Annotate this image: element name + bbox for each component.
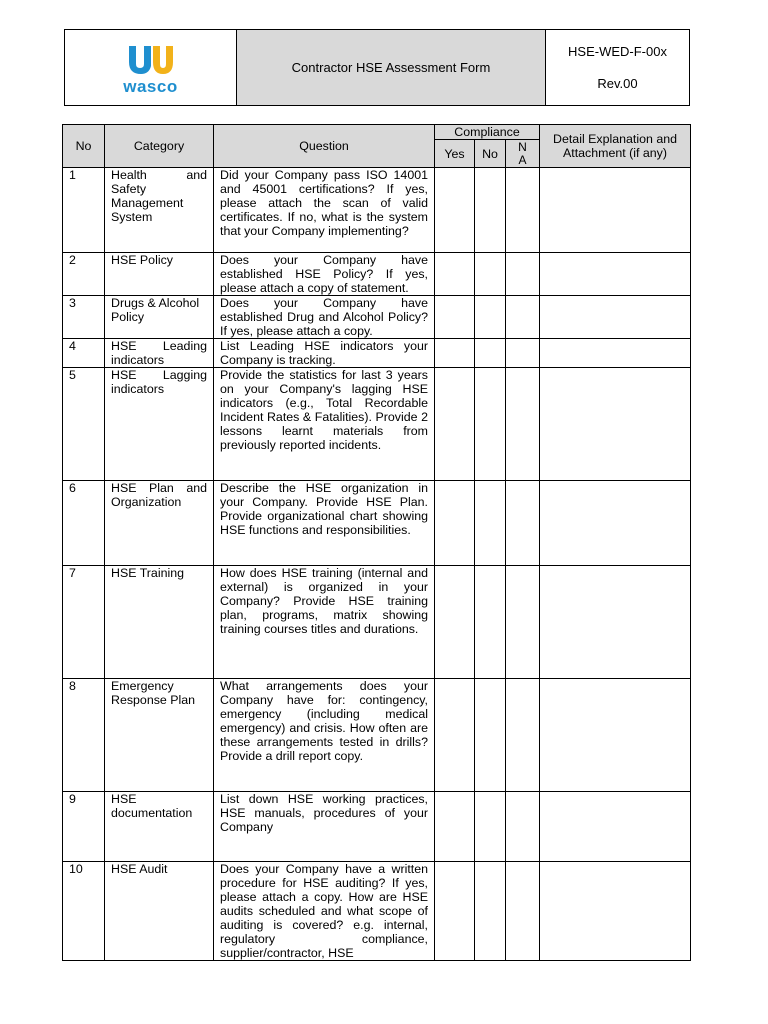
na-cell[interactable] xyxy=(506,679,540,792)
no-cell[interactable] xyxy=(475,792,506,862)
revision: Rev.00 xyxy=(597,76,638,91)
table-row xyxy=(63,339,691,368)
row-no: 3 xyxy=(63,296,105,339)
no-cell[interactable] xyxy=(475,679,506,792)
row-category: Health and Safety Management System xyxy=(105,168,214,253)
row-category: HSE Leading indicators xyxy=(105,339,214,368)
na-cell[interactable] xyxy=(506,481,540,566)
table-row xyxy=(63,566,691,679)
no-cell[interactable] xyxy=(475,368,506,481)
na-cell[interactable] xyxy=(506,168,540,253)
row-category: HSE Policy xyxy=(105,253,214,296)
detail-cell[interactable] xyxy=(540,339,691,368)
row-no: 1 xyxy=(63,168,105,253)
header-compliance: Compliance xyxy=(435,125,540,140)
header-detail: Detail Explanation and Attachment (if any) xyxy=(540,125,691,168)
form-header xyxy=(64,29,690,106)
no-cell[interactable] xyxy=(475,862,506,961)
wasco-logo-icon xyxy=(125,44,177,76)
detail-cell[interactable] xyxy=(540,168,691,253)
detail-cell[interactable] xyxy=(540,253,691,296)
no-cell[interactable] xyxy=(475,168,506,253)
yes-cell[interactable] xyxy=(435,168,475,253)
detail-cell[interactable] xyxy=(540,296,691,339)
na-cell[interactable] xyxy=(506,253,540,296)
row-question: List Leading HSE indicators your Company is tracking. xyxy=(214,339,435,368)
detail-cell[interactable] xyxy=(540,566,691,679)
table-row xyxy=(63,253,691,296)
header-category: Category xyxy=(105,125,214,168)
form-title: Contractor HSE Assessment Form xyxy=(237,30,546,105)
table-row xyxy=(63,368,691,481)
row-no: 2 xyxy=(63,253,105,296)
row-question: List down HSE working practices, HSE manuals, procedures of your Company xyxy=(214,792,435,862)
table-row xyxy=(63,792,691,862)
row-category: Drugs & Alcohol Policy xyxy=(105,296,214,339)
yes-cell[interactable] xyxy=(435,253,475,296)
no-cell[interactable] xyxy=(475,481,506,566)
na-cell[interactable] xyxy=(506,862,540,961)
logo-cell xyxy=(65,30,237,105)
row-question: How does HSE training (internal and external) is organized in your Company? Provide HSE training plan, programs, matrix showing training courses titles and durations. xyxy=(214,566,435,679)
na-cell[interactable] xyxy=(506,296,540,339)
doc-code-cell xyxy=(546,30,689,105)
table-row xyxy=(63,168,691,253)
yes-cell[interactable] xyxy=(435,481,475,566)
row-question: Does your Company have a written procedure for HSE auditing? If yes, please attach a copy. How are HSE audits scheduled and what scope of auditing is covered? e.g. internal, regulatory compliance, supplier/contractor, HSE xyxy=(214,862,435,961)
row-no: 6 xyxy=(63,481,105,566)
na-cell[interactable] xyxy=(506,566,540,679)
row-category: HSE Lagging indicators xyxy=(105,368,214,481)
detail-cell[interactable] xyxy=(540,368,691,481)
yes-cell[interactable] xyxy=(435,368,475,481)
header-question: Question xyxy=(214,125,435,168)
header-na: N A xyxy=(506,140,540,168)
na-cell[interactable] xyxy=(506,339,540,368)
table-row xyxy=(63,481,691,566)
logo-text: wasco xyxy=(123,77,178,96)
detail-cell[interactable] xyxy=(540,679,691,792)
assessment-table xyxy=(62,124,691,961)
doc-code: HSE-WED-F-00x xyxy=(568,44,667,59)
row-no: 9 xyxy=(63,792,105,862)
yes-cell[interactable] xyxy=(435,566,475,679)
row-question: What arrangements does your Company have for: contingency, emergency (including medical emergency) and crisis. How often are these arrangements tested in drills? Provide a drill report copy. xyxy=(214,679,435,792)
table-row xyxy=(63,679,691,792)
na-cell[interactable] xyxy=(506,792,540,862)
yes-cell[interactable] xyxy=(435,862,475,961)
no-cell[interactable] xyxy=(475,339,506,368)
yes-cell[interactable] xyxy=(435,792,475,862)
yes-cell[interactable] xyxy=(435,679,475,792)
detail-cell[interactable] xyxy=(540,862,691,961)
header-yes: Yes xyxy=(435,140,475,168)
row-no: 8 xyxy=(63,679,105,792)
row-question: Does your Company have established HSE Policy? If yes, please attach a copy of statement. xyxy=(214,253,435,296)
na-cell[interactable] xyxy=(506,368,540,481)
row-question: Describe the HSE organization in your Company. Provide HSE Plan. Provide organizational chart showing HSE functions and responsibilities. xyxy=(214,481,435,566)
row-question: Did your Company pass ISO 14001 and 45001 certifications? If yes, please attach the scan of valid certificates. If no, what is the system that your Company implementing? xyxy=(214,168,435,253)
detail-cell[interactable] xyxy=(540,481,691,566)
header-no: No xyxy=(63,125,105,168)
table-row xyxy=(63,862,691,961)
row-no: 5 xyxy=(63,368,105,481)
no-cell[interactable] xyxy=(475,566,506,679)
no-cell[interactable] xyxy=(475,296,506,339)
table-row xyxy=(63,296,691,339)
row-no: 10 xyxy=(63,862,105,961)
row-no: 4 xyxy=(63,339,105,368)
no-cell[interactable] xyxy=(475,253,506,296)
row-category: HSE Training xyxy=(105,566,214,679)
row-category: HSE documentation xyxy=(105,792,214,862)
row-no: 7 xyxy=(63,566,105,679)
row-question: Provide the statistics for last 3 years on your Company's lagging HSE indicators (e.g., Total Recordable Incident Rates & Fatalities). Provide 2 lessons learnt materials from previously reported incidents. xyxy=(214,368,435,481)
row-category: HSE Audit xyxy=(105,862,214,961)
row-category: HSE Plan and Organization xyxy=(105,481,214,566)
detail-cell[interactable] xyxy=(540,792,691,862)
header-no-col: No xyxy=(475,140,506,168)
yes-cell[interactable] xyxy=(435,339,475,368)
row-question: Does your Company have established Drug and Alcohol Policy? If yes, please attach a copy. xyxy=(214,296,435,339)
row-category: Emergency Response Plan xyxy=(105,679,214,792)
yes-cell[interactable] xyxy=(435,296,475,339)
